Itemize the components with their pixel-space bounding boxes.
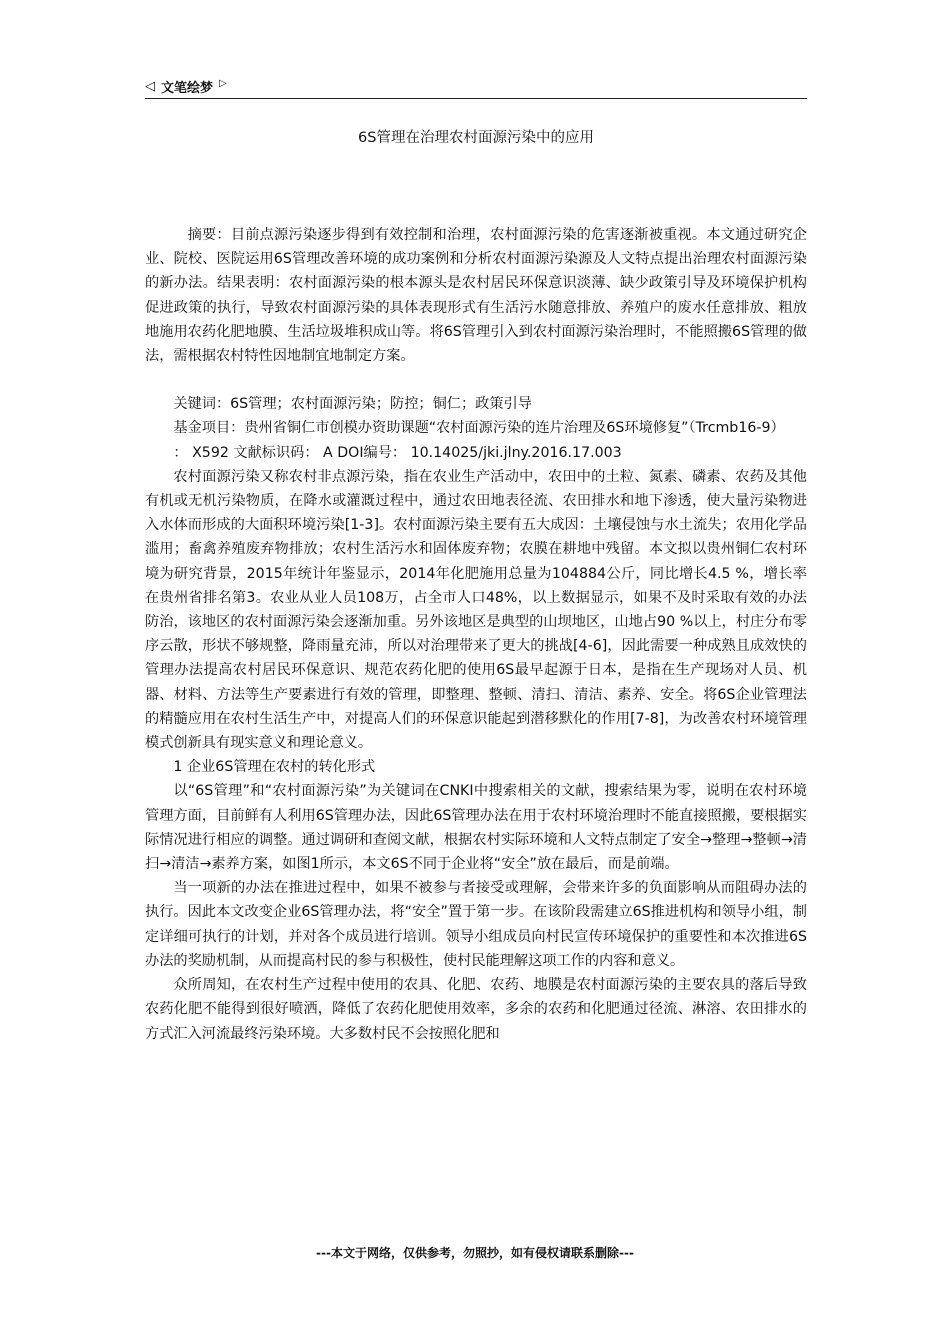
body-paragraph: 以“6S管理”和“农村面源污染”为关键词在CNKI中搜索相关的文献，搜索结果为零，说明在农村环境管理方面，目前鲜有人利用6S管理办法，因此6S管理办法在用于农村环境治理时不能直接照搬，要根据实际情况进行相应的调整。通过调研和查阅文献，根据农村实际环境和人文特点制定了安全→整理→整顿→清扫→清洁→素养方案，如图1所示，本文6S不同于企业将“安全”放在最后，而是前端。 [145, 783, 807, 873]
classification-line: ： X592 文献标识码： A DOI编号： 10.14025/jki.jlny.2016.17.003 [173, 444, 622, 461]
section-heading: 1 企业6S管理在农村的转化形式 [173, 759, 376, 776]
triangle-left-icon: ◁ [145, 78, 155, 94]
body-paragraph: 农村面源污染又称农村非点源污染，指在农业生产活动中，农田中的土粒、氮素、磷素、农药及其他有机或无机污染物质，在降水或灌溉过程中，通过农田地表径流、农田排水和地下渗透，使大量污染物进入水体而形成的大面积环境污染[1-3]。农村面源污染主要有五大成因：土壤侵蚀与水土流失；农用化学品滥用；畜禽养殖废弃物排放；农村生活污水和固体废弃物；农膜在耕地中残留。本文拟以贵州铜仁农村环境为研究背景，2015年统计年鉴显示，2014年化肥施用总量为104884公斤，同比增长4.5 %，增长率在贵州省排名第3。农业从业人员108万，占全市人口48%，以上数据显示，如果不及时采取有效的办法防治，该地区的农村面源污染会逐渐加重。另外该地区是典型的山坝地区，山地占90 %以上，村庄分布零序云散，形状不够规整，降雨量充沛，所以对治理带来了更大的挑战[4-6]，因此需要一种成熟且成效快的管理办法提高农村居民环保意识、规范农药化肥的使用6S最早起源于日本，是指在生产现场对人员、机器、材料、方法等生产要素进行有效的管理，即整理、整顿、清扫、清洁、素养、安全。将6S企业管理法的精髓应用在农村生活生产中，对提高人们的环保意识能起到潜移默化的作用[7-8]，为改善农村环境管理模式创新具有现实意义和理论意义。 [145, 468, 807, 752]
keywords-line: 关键词：6S管理；农村面源污染；防控；铜仁；政策引导 [173, 396, 532, 413]
abstract-paragraph: 摘要：目前点源污染逐步得到有效控制和治理，农村面源污染的危害逐渐被重视。本文通过研究企业、院校、医院运用6S管理改善环境的成功案例和分析农村面源污染源及人文特点提出治理农村面源污染的新办法。结果表明：农村面源污染的根本源头是农村居民环保意识淡薄、缺少政策引导及环境保护机构促进政策的执行，导致农村面源污染的具体表现形式有生活污水随意排放、养殖户的废水任意排放、粗放地施用农药化肥地膜、生活垃圾堆积成山等。将6S管理引入到农村面源污染治理时，不能照搬6S管理的做法，需根据农村特性因地制宜地制定方案。 [145, 227, 807, 365]
page-footer: ---本文于网络，仅供参考，勿照抄，如有侵权请联系删除--- [316, 1246, 634, 1260]
fund-line: 基金项目：贵州省铜仁市创模办资助课题“农村面源污染的连片治理及6S环境修复”（Trcmb16-9） [173, 420, 785, 437]
triangle-right-icon: ▷ [219, 77, 227, 89]
site-name: 文笔绘梦 [161, 80, 214, 96]
body-paragraph: 当一项新的办法在推进过程中，如果不被参与者接受或理解，会带来许多的负面影响从而阻碍办法的执行。因此本文改变企业6S管理办法，将“安全”置于第一步。在该阶段需建立6S推进机构和领导小组，制定详细可执行的计划，并对各个成员进行培训。领导小组成员向村民宣传环境保护的重要性和本次推进6S办法的奖励机制，从而提高村民的参与积极性，使村民能理解这项工作的内容和意义。 [145, 880, 807, 969]
spacer [145, 368, 807, 392]
document-body [145, 223, 807, 1046]
body-paragraph: 众所周知，在农村生产过程中使用的农具、化肥、农药、地膜是农村面源污染的主要农具的落后导致农药化肥不能得到很好喷洒，降低了农药化肥使用效率，多余的农药和化肥通过径流、淋溶、农田排水的方式汇入河流最终污染环境。大多数村民不会按照化肥和 [145, 977, 807, 1042]
document-title: 6S管理在治理农村面源污染中的应用 [358, 130, 594, 146]
page-header [145, 74, 807, 99]
